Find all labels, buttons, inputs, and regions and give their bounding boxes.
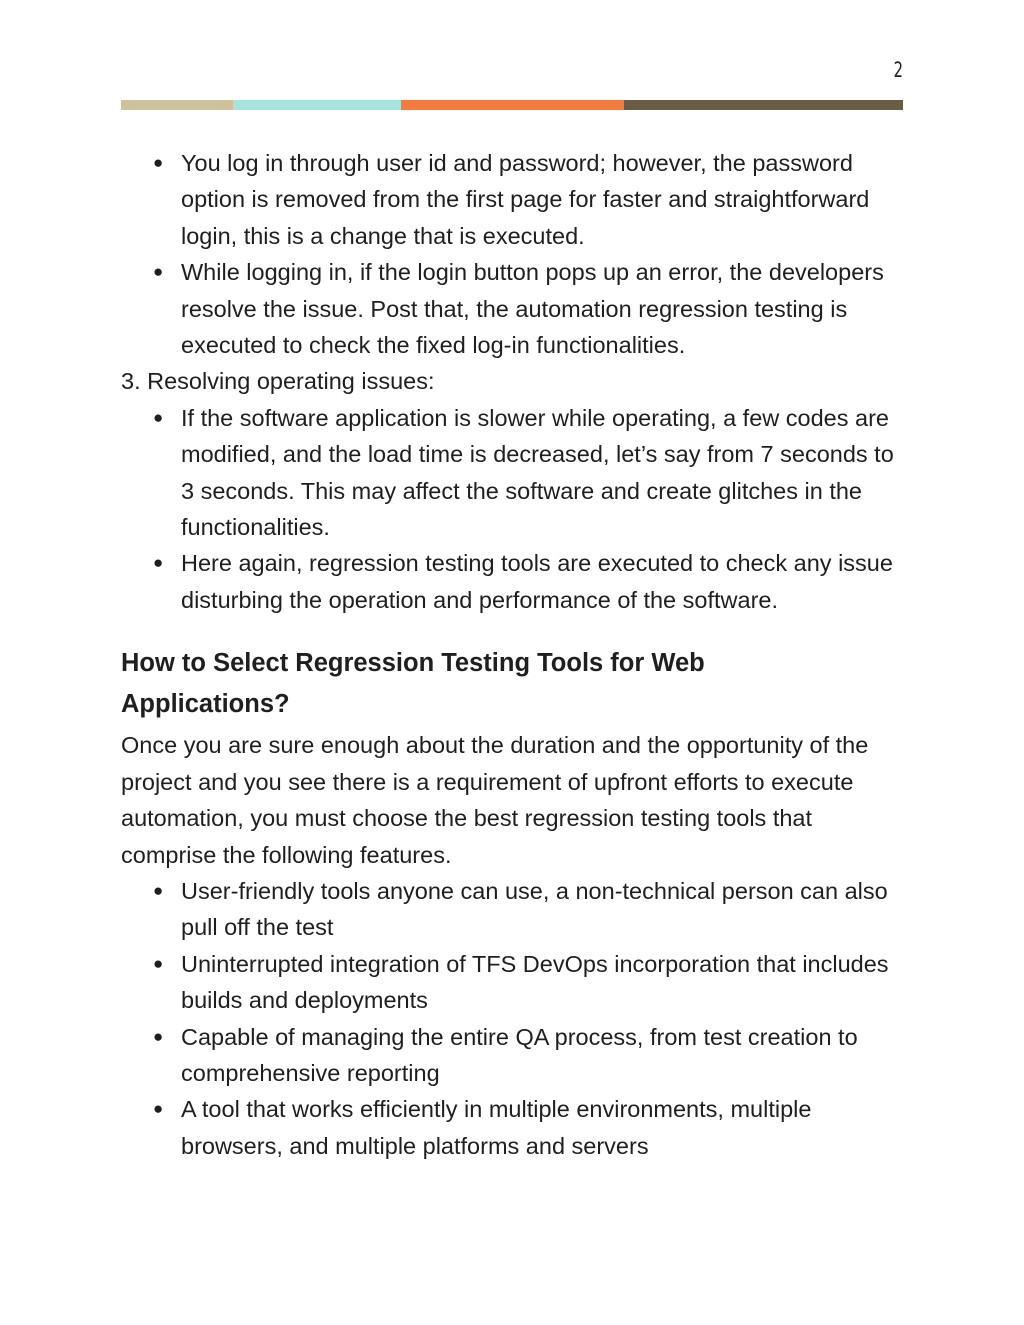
features-bullet-list [121, 873, 911, 1164]
numbered-item-title: 3. Resolving operating issues: [121, 368, 435, 395]
bullet-icon: ● [153, 1026, 164, 1046]
color-bar-segment [121, 100, 233, 110]
list-item-text: A tool that works efficiently in multiple environments, multiple browsers, and multiple platforms and servers [181, 1096, 812, 1159]
list-item [121, 400, 911, 546]
list-item [121, 1091, 911, 1164]
color-bar-segment [624, 100, 903, 110]
list-item [121, 873, 911, 946]
bullet-icon: ● [153, 880, 164, 900]
bullet-icon: ● [153, 153, 164, 172]
list-item-text: Capable of managing the entire QA process, from test creation to comprehensive reporting [181, 1023, 858, 1086]
operating-bullet-list [121, 400, 911, 618]
document-body [121, 145, 911, 1164]
list-item-text: User-friendly tools anyone can use, a non-technical person can also pull off the test [181, 877, 888, 941]
paragraph: Once you are sure enough about the duration and the opportunity of the project and you see there is a requirement of upfront efforts to execute automation, you must choose the best regression testing tools that comprise the following features. [121, 732, 869, 868]
bullet-icon: ● [153, 1099, 164, 1119]
list-item-text: You log in through user id and password; however, the password option is removed from the first page for faster and straightforward login, this is a change that is executed. [181, 150, 870, 249]
bullet-icon: ● [153, 407, 164, 427]
page-number: 2 [893, 58, 903, 82]
list-item [121, 545, 911, 618]
list-item [121, 946, 911, 1019]
list-item-text: While logging in, if the login button pops up an error, the developers resolve the issue. Post that, the automation regression testing is executed to check the fixed log-in functionalities. [181, 259, 884, 359]
color-bar-segment [233, 100, 401, 110]
list-item [121, 145, 911, 254]
list-item-text: Here again, regression testing tools are executed to check any issue disturbing the operation and performance of the software. [181, 550, 893, 613]
bullet-icon: ● [153, 953, 164, 973]
header-color-bar [121, 100, 903, 110]
bullet-icon: ● [153, 262, 164, 282]
section-heading: How to Select Regression Testing Tools for Web Applications? [121, 649, 705, 719]
list-item [121, 254, 911, 363]
list-item-text: If the software application is slower while operating, a few codes are modified, and the load time is decreased, let’s say from 7 seconds to 3 seconds. This may affect the software and create glitches in the functionalities. [181, 404, 894, 541]
bullet-icon: ● [153, 553, 164, 573]
list-item-text: Uninterrupted integration of TFS DevOps incorporation that includes builds and deployments [181, 950, 889, 1014]
login-bullet-list [121, 145, 911, 363]
color-bar-segment [401, 100, 624, 110]
list-item [121, 1019, 911, 1092]
